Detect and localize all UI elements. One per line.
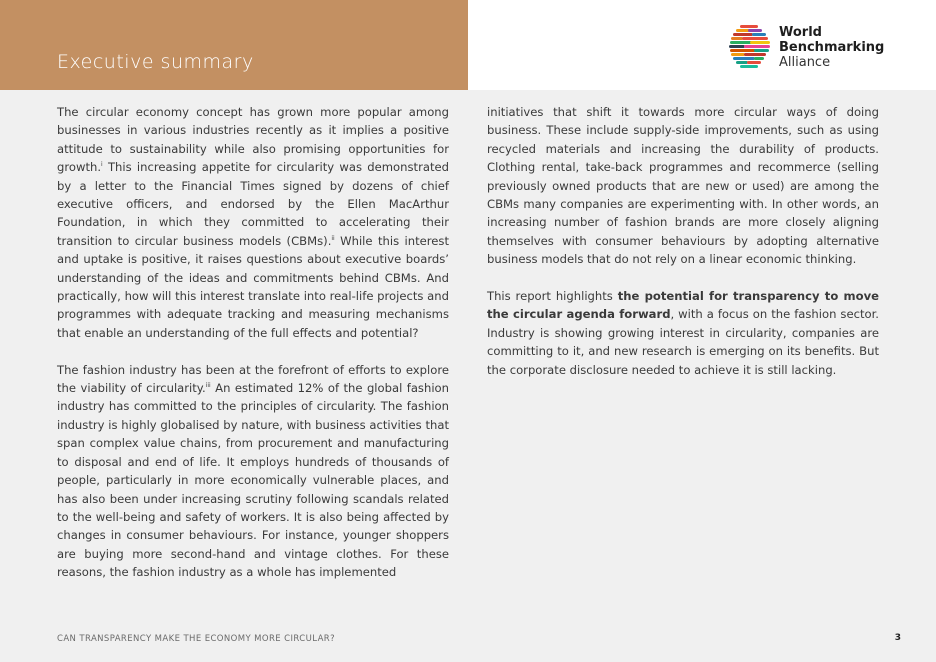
text-segment: The fashion industry has been at the forefront of efforts to explore the viability of circularity. xyxy=(57,362,449,396)
text-segment: An estimated 12% of the global fashion industry has committed to the principles of circularity. The fashion industry is highly globalised by nature, with business activities that span complex value chains, from procurement and manufacturing to disposal and end of life. It employs hundreds of thousands of people, particularly in more economically vulnerable places, and has also been under increasing scrutiny following scandals related to the well-being and safety of workers. It is also being affected by changes in consumer behaviours. For instance, younger shoppers are buying more second-hand and vintage clothes. For these reasons, the fashion industry as a whole has implemented xyxy=(57,381,449,580)
wba-logo[interactable] xyxy=(728,24,888,72)
text-segment: This increasing appetite for circularity was demonstrated by a letter to the Financial Times signed by dozens of chief executive officers, and endorsed by the Ellen MacArthur Foundation, in which they committed to accelerating their transition to circular business models (CBMs). xyxy=(57,160,449,248)
body-column-right xyxy=(487,103,879,397)
wba-wordmark xyxy=(779,25,884,70)
text-segment: While this interest and uptake is positive, it raises questions about executive boards’ understanding of the ideas and commitments behind CBMs. And practically, how will this interest translate into real-life projects and programmes with adequate tracking and measuring mechanisms that enable an understanding of the full effects and potential? xyxy=(57,233,450,340)
footnote-ref[interactable]: ii xyxy=(331,234,335,242)
text-segment: The circular economy concept has grown more popular among businesses in various industries recently as it implies a positive attitude to sustainability while also promising opportunities for growth. xyxy=(57,105,449,175)
footnote-ref[interactable]: iii xyxy=(205,382,211,390)
wba-striped-globe-icon xyxy=(728,24,774,72)
body-column-left xyxy=(57,103,449,600)
logo-line-world: World xyxy=(779,25,822,40)
paragraph-fashion-industry xyxy=(57,361,449,582)
page-title: Executive summary xyxy=(57,51,254,73)
header-band xyxy=(0,0,468,90)
paragraph-circular-economy-intro xyxy=(57,103,449,342)
text-segment: This report highlights xyxy=(487,289,618,304)
footnote-ref[interactable]: i xyxy=(101,161,103,169)
logo-line-benchmarking: Benchmarking xyxy=(779,40,885,55)
highlight-text: the potential for transparency to move the circular agenda forward xyxy=(487,289,879,322)
paragraph-report-highlights xyxy=(487,287,879,379)
footer-report-title: CAN TRANSPARENCY MAKE THE ECONOMY MORE CIRCULAR? xyxy=(57,634,336,644)
paragraph-initiatives: initiatives that shift it towards more circular ways of doing business. These include supply-side improvements, such as using recycled materials and increasing the durability of products. Clothing rental, take-back programmes and recommerce (selling previously owned products that are new or used) are among the CBMs many companies are experimenting with. In other words, an increasing number of fashion brands are more closely aligning themselves with consumer behaviours by adopting alternative business models that do not rely on a linear economic thinking. xyxy=(487,105,879,267)
text-segment: , with a focus on the fashion sector. Industry is showing growing interest in circularity, companies are committing to it, and new research is emerging on its benefits. But the corporate disclosure needed to achieve it is still lacking. xyxy=(487,307,879,377)
logo-line-alliance: Alliance xyxy=(779,55,831,70)
page-number: 3 xyxy=(894,633,901,643)
